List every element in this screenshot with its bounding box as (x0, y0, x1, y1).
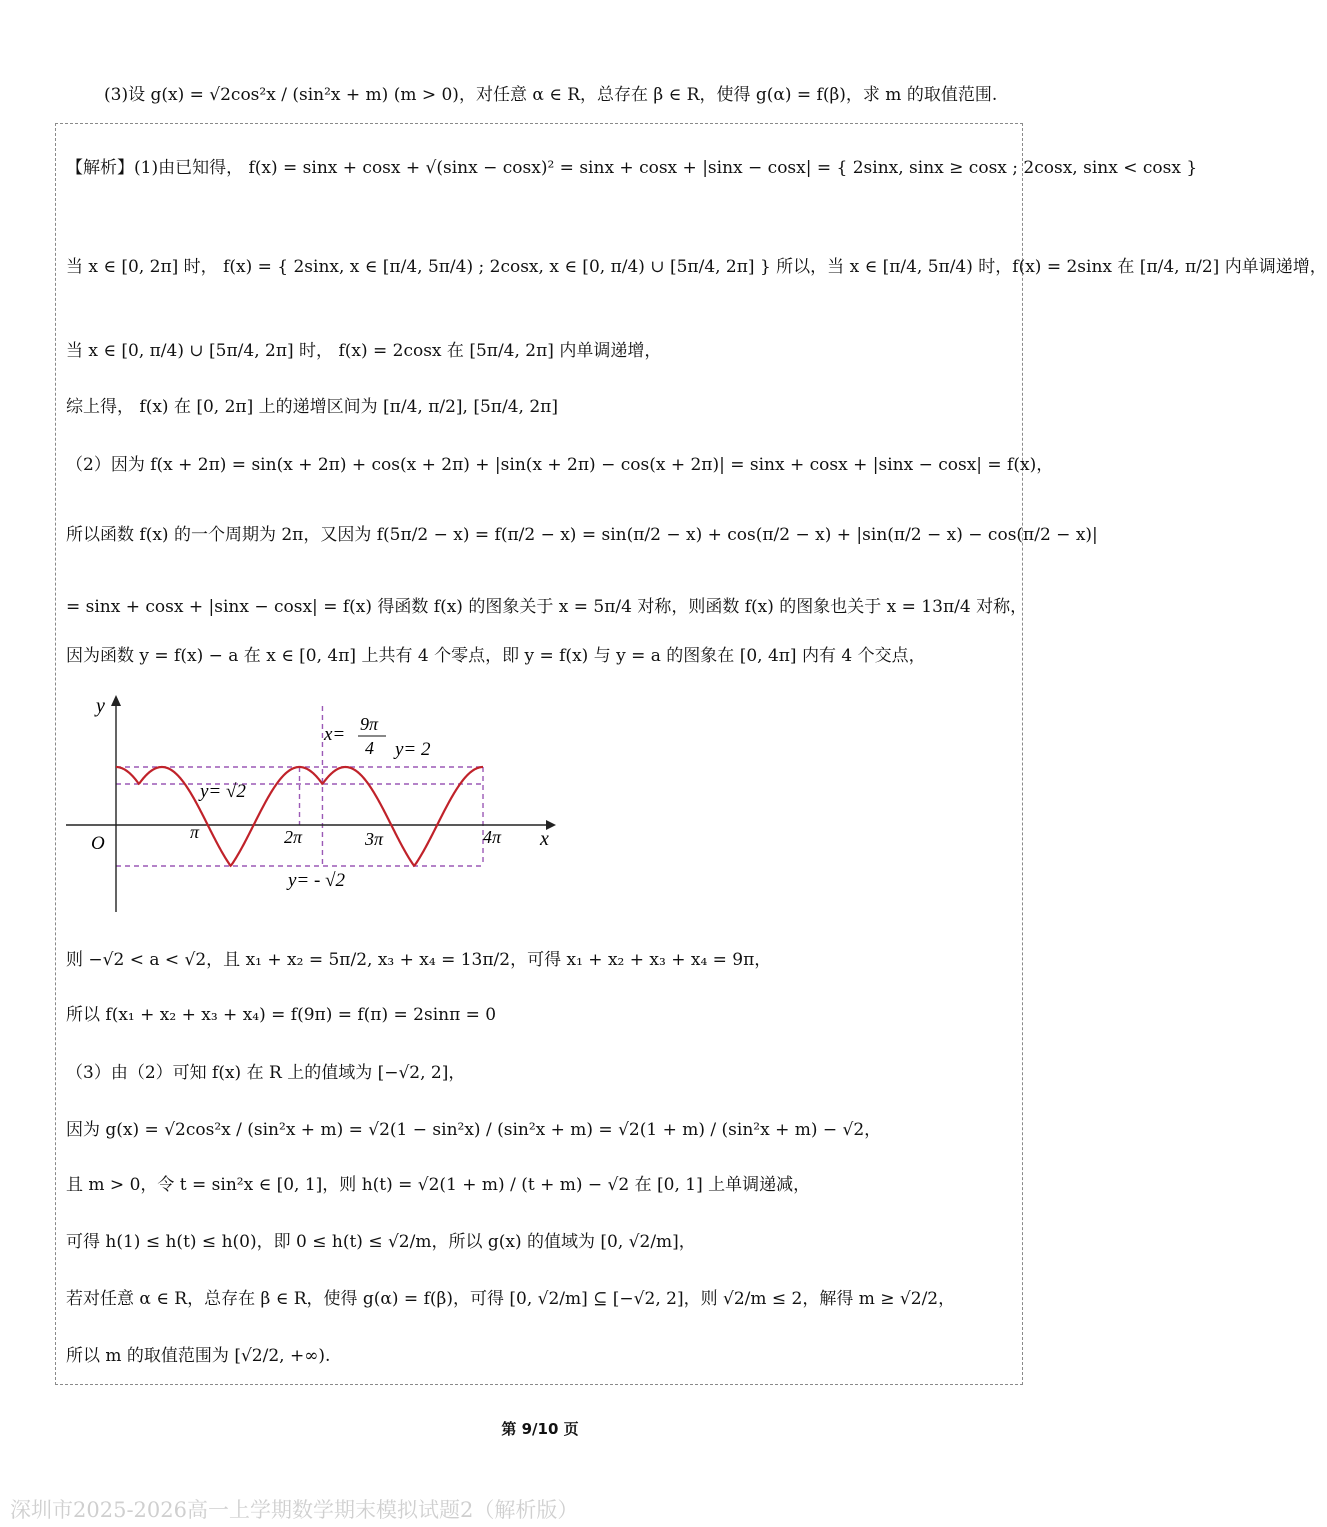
tick-label-3pi: 3π (365, 829, 384, 849)
y-axis-label: y (96, 695, 105, 717)
x-axis-label: x (540, 828, 549, 850)
tick-label-pi: π (190, 822, 200, 842)
label-x-9pi-4-den: 4 (365, 738, 374, 758)
solution-line-11: （3）由（2）可知 f(x) 在 R 上的值域为 [−√2, 2]， (66, 1063, 466, 1083)
question-3-statement: (3)设 g(x) = √2cos²x / (sin²x + m) (m > 0)，对任意 α ∈ R，总存在 β ∈ R，使得 g(α) = f(β)，求 m 的取值范围. (104, 85, 998, 105)
watermark: 深圳市2025-2026高一上学期数学期末模拟试题2（解析版） (10, 1498, 579, 1522)
solution-line-13: 且 m > 0，令 t = sin²x ∈ [0, 1]，则 h(t) = √2(1 + m) / (t + m) − √2 在 [0, 1] 上单调递减， (66, 1175, 811, 1195)
label-x-9pi-4-num: 9π (360, 714, 379, 734)
solution-line-2: 当 x ∈ [0, 2π] 时， f(x) = { 2sinx, x ∈ [π/4, 5π/4) ; 2cosx, x ∈ [0, π/4) ∪ [5π/4, 2π] } 所以，当 x ∈ [π/4, 5π/4) 时，f(x) = 2sinx 在 [π/4, π/2] 内单调递增， (66, 257, 1327, 277)
label-y-2: y= 2 (395, 739, 431, 760)
tick-label-4pi: 4π (483, 827, 502, 847)
solution-line-5: （2）因为 f(x + 2π) = sin(x + 2π) + cos(x + 2π) + |sin(x + 2π) − cos(x + 2π)| = sinx + cosx + |sinx − cosx| = f(x)， (66, 455, 1054, 475)
solution-line-9: 则 −√2 < a < √2，且 x₁ + x₂ = 5π/2, x₃ + x₄ = 13π/2，可得 x₁ + x₂ + x₃ + x₄ = 9π， (66, 950, 772, 970)
solution-line-15: 若对任意 α ∈ R，总存在 β ∈ R，使得 g(α) = f(β)，可得 [0, √2/m] ⊆ [−√2, 2]，则 √2/m ≤ 2，解得 m ≥ √2/2， (66, 1289, 956, 1309)
solution-line-6: 所以函数 f(x) 的一个周期为 2π，又因为 f(5π/2 − x) = f(π/2 − x) = sin(π/2 − x) + cos(π/2 − x) + |sin(π/2 − x) − cos(π/2 − x)| (66, 525, 1098, 545)
page-number: 第 9/10 页 (501, 1420, 579, 1438)
solution-line-14: 可得 h(1) ≤ h(t) ≤ h(0)，即 0 ≤ h(t) ≤ √2/m，所以 g(x) 的值域为 [0, √2/m]， (66, 1232, 696, 1252)
solution-line-12: 因为 g(x) = √2cos²x / (sin²x + m) = √2(1 − sin²x) / (sin²x + m) = √2(1 + m) / (sin²x + m) − √2， (66, 1120, 882, 1140)
tick-label-2pi: 2π (284, 827, 303, 847)
solution-line-3: 当 x ∈ [0, π/4) ∪ [5π/4, 2π] 时， f(x) = 2cosx 在 [5π/4, 2π] 内单调递增， (66, 341, 662, 361)
origin-label: O (91, 833, 105, 854)
solution-line-16: 所以 m 的取值范围为 [√2/2, +∞). (66, 1346, 331, 1366)
solution-line-7: = sinx + cosx + |sinx − cosx| = f(x) 得函数 f(x) 的图象关于 x = 5π/4 对称，则函数 f(x) 的图象也关于 x = 13π/4 对称， (66, 597, 1028, 617)
solution-line-1: 【解析】(1)由已知得， f(x) = sinx + cosx + √(sinx − cosx)² = sinx + cosx + |sinx − cosx| = { 2sinx, sinx ≥ cosx ; 2cosx, sinx < cosx } (66, 158, 1198, 178)
label-y-neg-sqrt2: y= - √2 (288, 870, 346, 891)
solution-line-8: 因为函数 y = f(x) − a 在 x ∈ [0, 4π] 上共有 4 个零点，即 y = f(x) 与 y = a 的图象在 [0, 4π] 内有 4 个交点， (66, 646, 926, 666)
function-graph (60, 690, 580, 920)
solution-line-10: 所以 f(x₁ + x₂ + x₃ + x₄) = f(9π) = f(π) = 2sinπ = 0 (66, 1005, 497, 1025)
label-x-9pi-4-head: x= (324, 724, 346, 745)
label-y-sqrt2: y= √2 (200, 781, 246, 802)
y-axis-arrow (111, 695, 121, 706)
solution-line-4: 综上得， f(x) 在 [0, 2π] 上的递增区间为 [π/4, π/2], [5π/4, 2π] (66, 397, 558, 417)
